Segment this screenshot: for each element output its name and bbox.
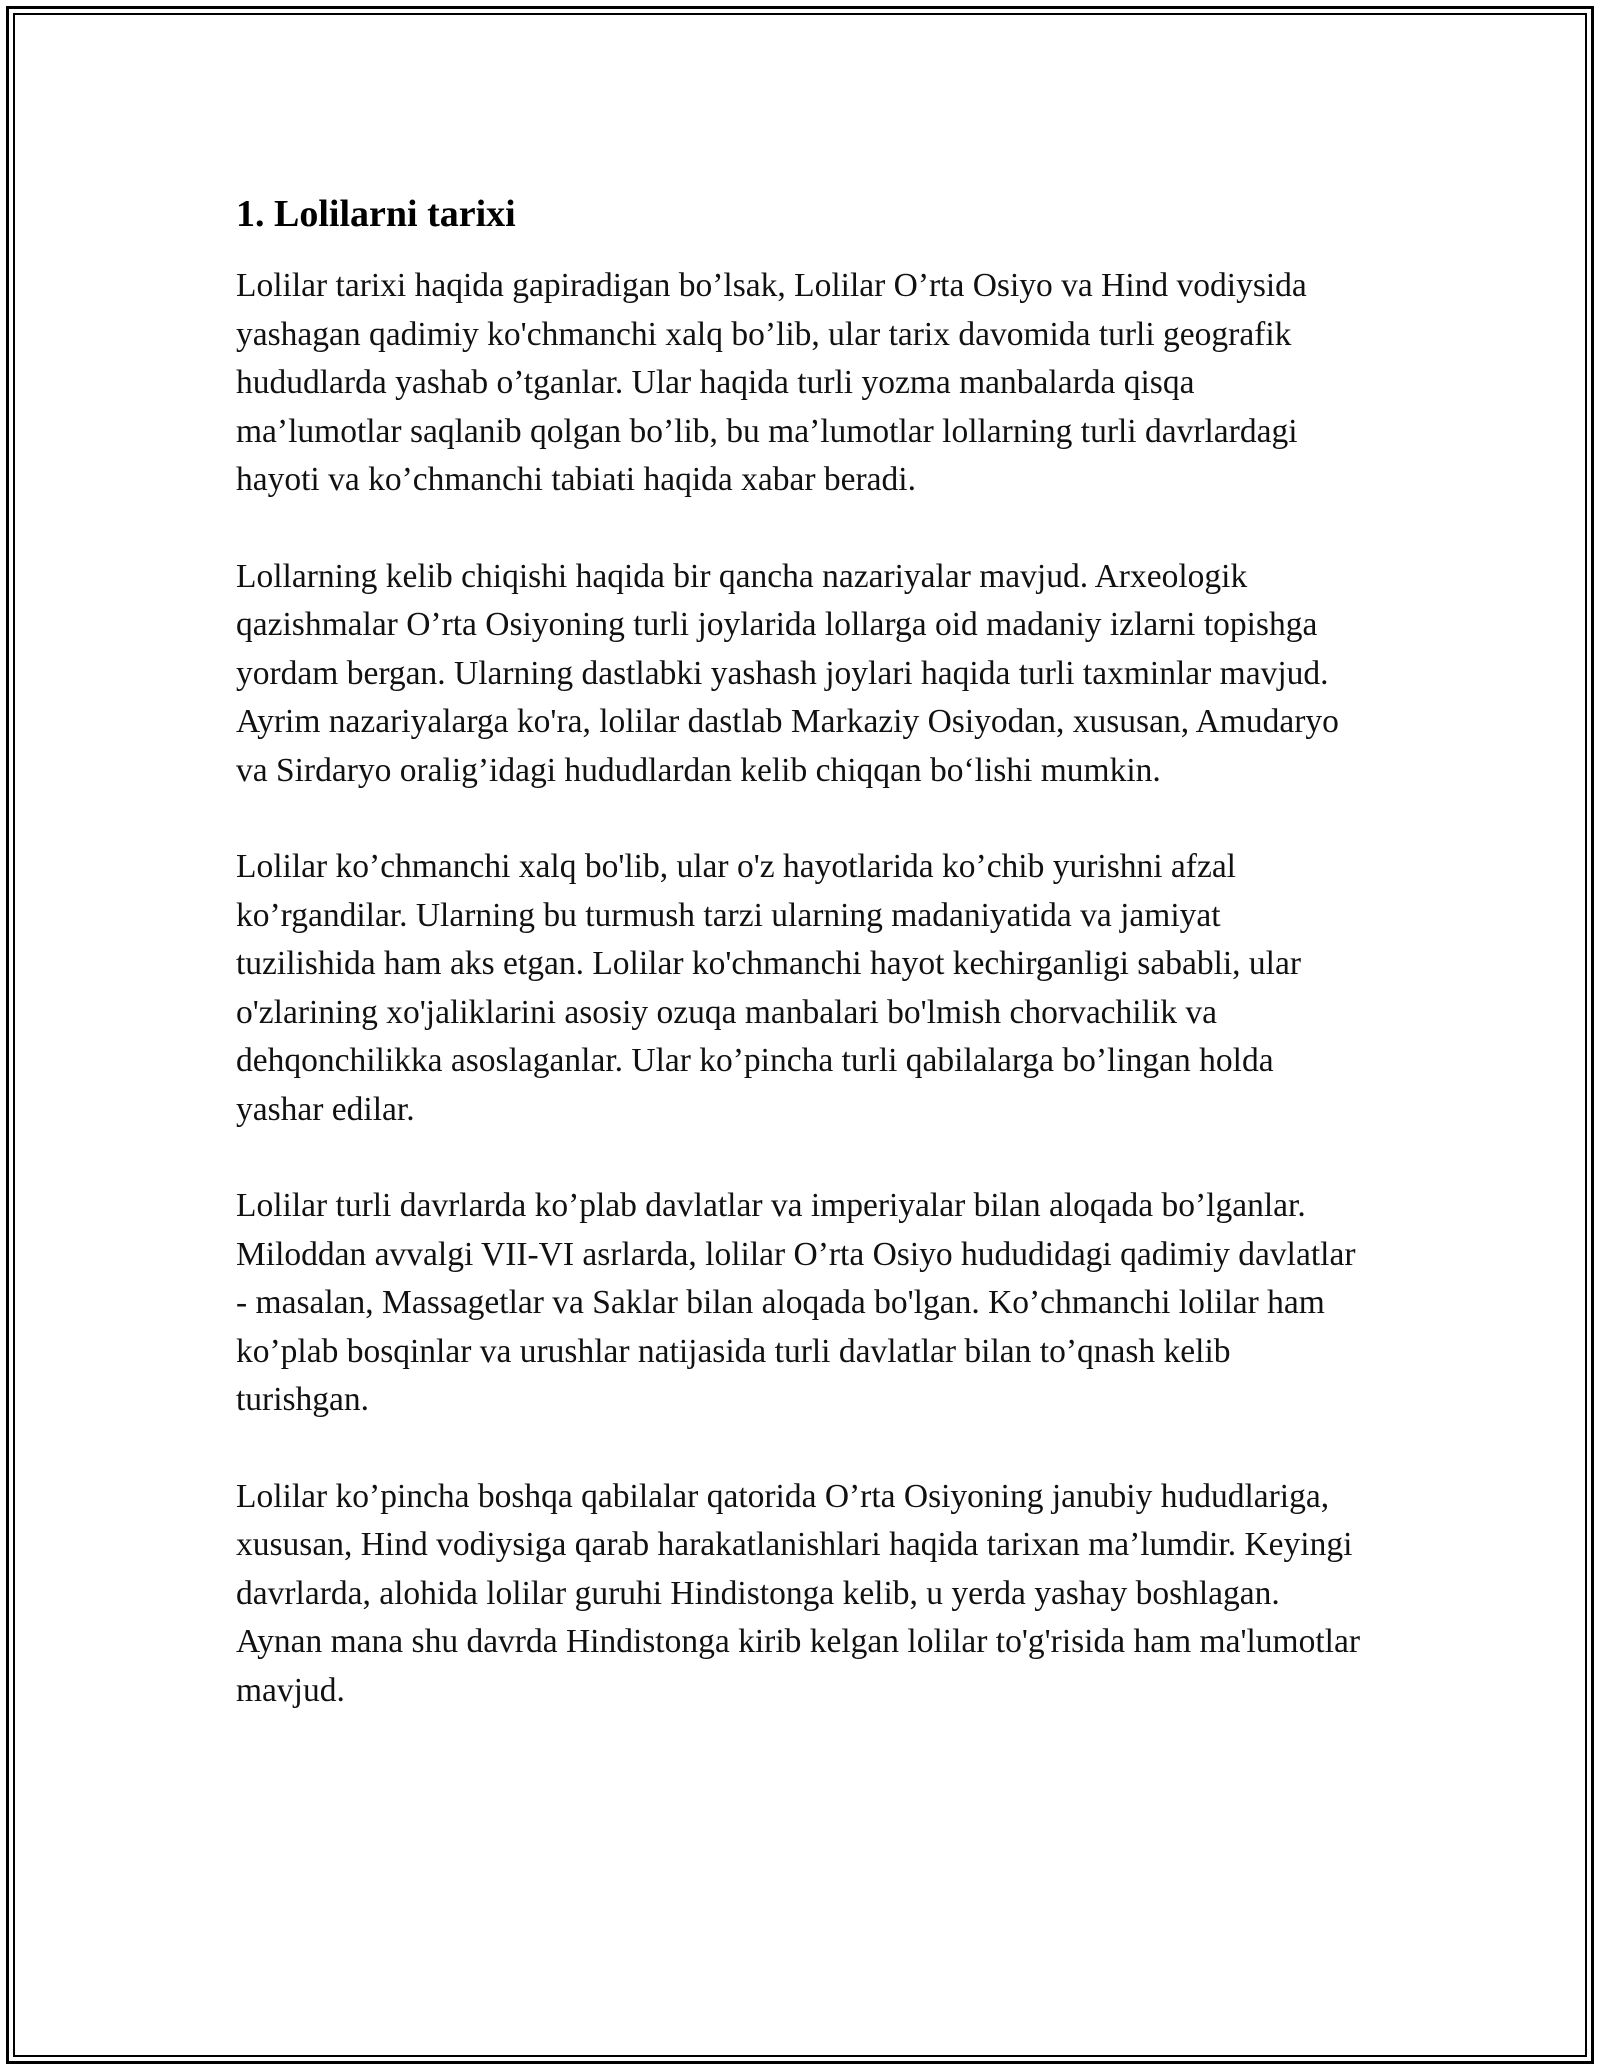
document-body (236, 186, 1366, 1763)
paragraph-2: Lollarning kelib chiqishi haqida bir qancha nazariyalar mavjud. Arxeologik qazishmalar O’rta Osiyoning turli joylarida lollarga oid madaniy izlarni topishga yordam bergan. Ularning dastlabki yashash joylari haqida turli taxminlar mavjud. Ayrim nazariyalarga ko'ra, lolilar dastlab Markaziy Osiyodan, xususan, Amudaryo va Sirdaryo oralig’idagi hududlardan kelib chiqqan bo‘lishi mumkin. (236, 557, 1339, 789)
section-heading: 1. Lolilarni tarixi (236, 193, 516, 235)
paragraph-3: Lolilar ko’chmanchi xalq bo'lib, ular o'z hayotlarida ko’chib yurishni afzal ko’rgandilar. Ularning bu turmush tarzi ularning madaniyatida va jamiyat tuzilishida ham aks etgan. Lolilar ko'chmanchi hayot kechirganligi sababli, ular o'zlarining xo'jaliklarini asosiy ozuqa manbalari bo'lmish chorvachilik va dehqonchilikka asoslaganlar. Ular ko’pincha turli qabilalarga bo’lingan holda yashar edilar. (236, 848, 1302, 1128)
paragraph-5: Lolilar ko’pincha boshqa qabilalar qatorida O’rta Osiyoning janubiy hududlariga, xususan, Hind vodiysiga qarab harakatlanishlari haqida tarixan ma’lumdir. Keyingi davrlarda, alohida lolilar guruhi Hindistonga kelib, u yerda yashay boshlagan. Aynan mana shu davrda Hindistonga kirib kelgan lolilar to'g'risida ham ma'lumotlar mavjud. (236, 1477, 1361, 1709)
paragraph-1: Lolilar tarixi haqida gapiradigan bo’lsak, Lolilar O’rta Osiyo va Hind vodiysida yashagan qadimiy ko'chmanchi xalq bo’lib, ular tarix davomida turli geografik hududlarda yashab o’tganlar. Ular haqida turli yozma manbalarda qisqa ma’lumotlar saqlanib qolgan bo’lib, bu ma’lumotlar lollarning turli davrlardagi hayoti va ko’chmanchi tabiati haqida xabar beradi. (236, 267, 1307, 498)
paragraph-4: Lolilar turli davrlarda ko’plab davlatlar va imperiyalar bilan aloqada bo’lganlar. Miloddan avvalgi VII-VI asrlarda, lolilar O’rta Osiyo hududidagi qadimiy davlatlar - masalan, Massagetlar va Saklar bilan aloqada bo'lgan. Ko’chmanchi lolilar ham ko’plab bosqinlar va urushlar natijasida turli davlatlar bilan to’qnash kelib turishgan. (236, 1187, 1356, 1418)
